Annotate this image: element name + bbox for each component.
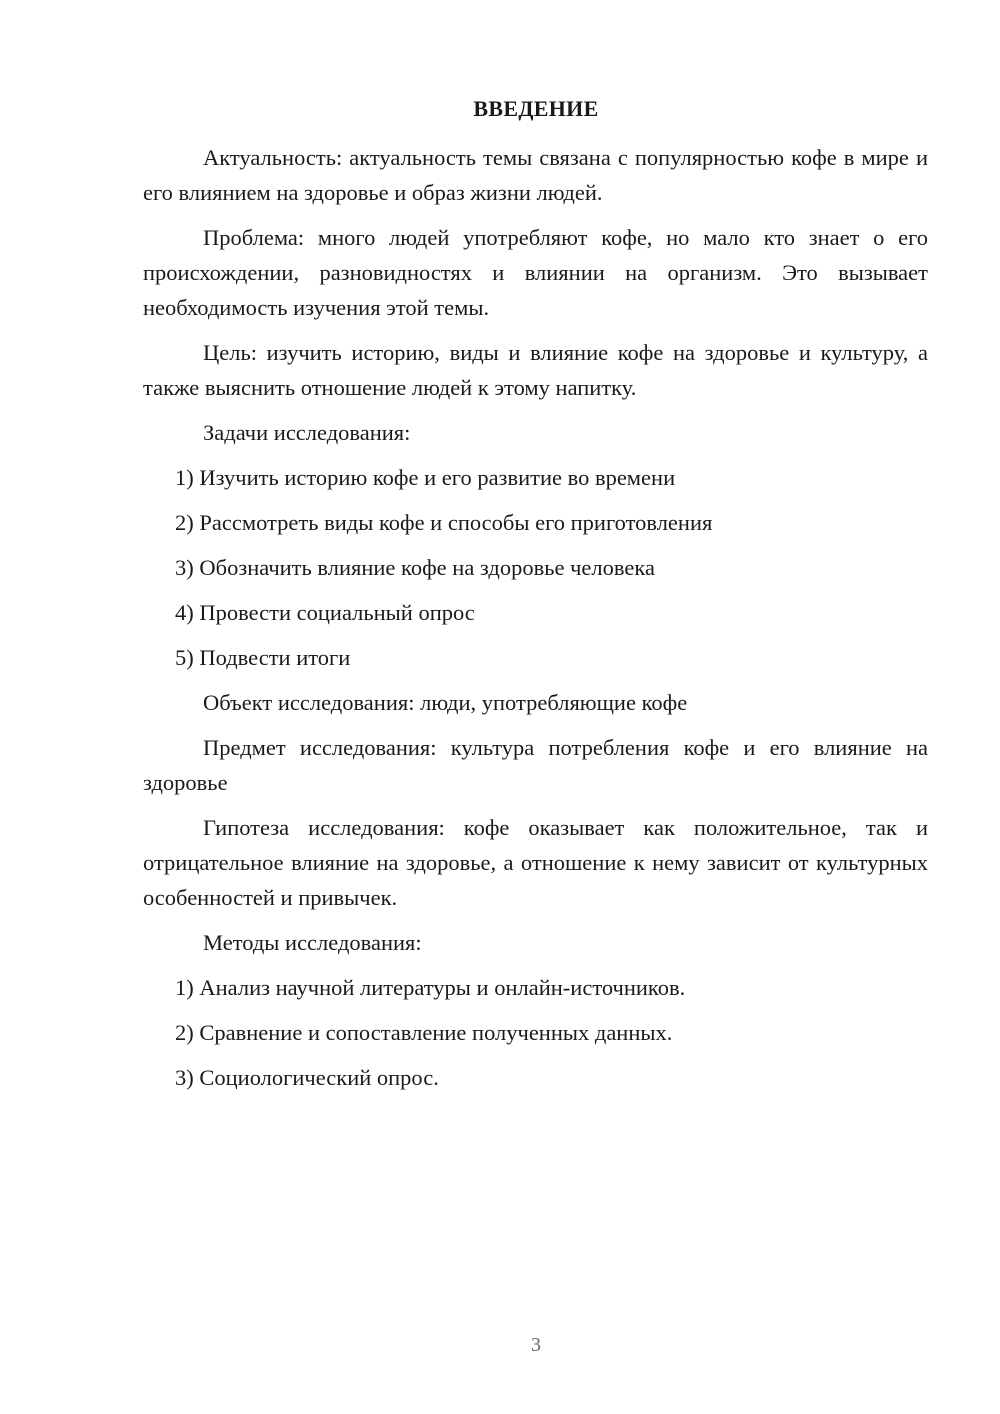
list-item: 3) Социологический опрос. bbox=[175, 1065, 439, 1090]
list-item: 1) Анализ научной литературы и онлайн-источников. bbox=[175, 975, 686, 1000]
tasks-list bbox=[143, 460, 928, 675]
methods-list bbox=[143, 970, 928, 1095]
page-title: ВВЕДЕНИЕ bbox=[473, 96, 599, 121]
list-item: 1) Изучить историю кофе и его развитие во времени bbox=[175, 465, 676, 490]
hypothesis-paragraph: Гипотеза исследования: кофе оказывает как положительное, так и отрицательное влияние на здоровье, а отношение к нему зависит от культурных особенностей и привычек. bbox=[143, 815, 928, 910]
list-item: 2) Рассмотреть виды кофе и способы его приготовления bbox=[175, 510, 713, 535]
list-item: 3) Обозначить влияние кофе на здоровье человека bbox=[175, 555, 655, 580]
tasks-heading: Задачи исследования: bbox=[203, 420, 411, 445]
document-body bbox=[143, 140, 928, 1105]
list-item: 4) Провести социальный опрос bbox=[175, 600, 475, 625]
list-item: 5) Подвести итоги bbox=[175, 645, 351, 670]
problem-paragraph: Проблема: много людей употребляют кофе, но мало кто знает о его происхождении, разновидностях и влиянии на организм. Это вызывает необходимость изучения этой темы. bbox=[143, 225, 928, 320]
subject-paragraph: Предмет исследования: культура потребления кофе и его влияние на здоровье bbox=[143, 735, 928, 795]
relevance-paragraph: Актуальность: актуальность темы связана с популярностью кофе в мире и его влиянием на здоровье и образ жизни людей. bbox=[143, 145, 928, 205]
goal-paragraph: Цель: изучить историю, виды и влияние кофе на здоровье и культуру, а также выяснить отношение людей к этому напитку. bbox=[143, 340, 928, 400]
methods-heading: Методы исследования: bbox=[203, 930, 422, 955]
page-number: 3 bbox=[531, 1334, 541, 1356]
object-paragraph: Объект исследования: люди, употребляющие кофе bbox=[203, 690, 688, 715]
list-item: 2) Сравнение и сопоставление полученных данных. bbox=[175, 1020, 673, 1045]
